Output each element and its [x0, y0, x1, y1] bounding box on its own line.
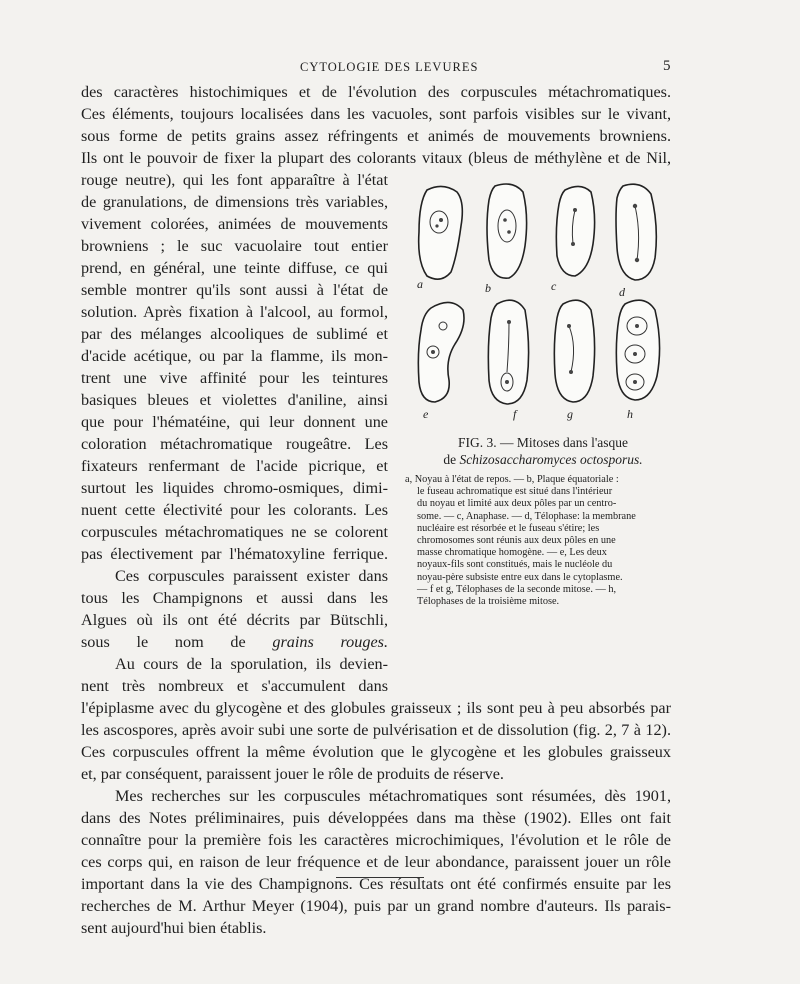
body-line: trent une vive affinité pour les teintures: [81, 369, 388, 387]
body-line: les ascospores, après avoir subi une sorte de pulvérisation et de dissolution (fig. 2, 7 à 12).: [81, 721, 671, 739]
body-line: tous les Champignons et aussi dans les: [81, 589, 388, 607]
body-line: Ces corpuscules paraissent exister dans: [115, 567, 388, 585]
cell-c: [556, 186, 594, 276]
cell-d: [616, 184, 656, 280]
legend-line: le fuseau achromatique est situé dans l'intérieur: [417, 486, 613, 498]
page-number: 5: [663, 58, 671, 74]
cell-h: [616, 300, 659, 400]
body-line: prend, en général, une teinte diffuse, ce qui: [81, 259, 388, 277]
legend-line: noyaux-fils sont constitués, mais le nucléole du: [417, 559, 613, 571]
cell-label-g: g: [567, 407, 573, 421]
cell-label-e: e: [423, 407, 429, 421]
cell-label-f: f: [513, 407, 517, 421]
legend-line: a, Noyau à l'état de repos. — b, Plaque équatoriale :: [405, 474, 619, 485]
cell-label-a: a: [417, 277, 423, 291]
body-line: connaître pour la première fois les caractères microchimiques, l'évolution et le rôle de: [81, 831, 671, 849]
body-line: rouge neutre), qui les font apparaître à l'état: [81, 171, 388, 189]
body-line: coloration métachromatique rougeâtre. Les: [81, 435, 388, 453]
body-line: nuent cette électivité pour les colorants. Les: [81, 501, 388, 519]
body-line: sous forme de petits grains assez réfringents et animés de mouvements browniens.: [81, 127, 671, 145]
body-line: Ces corpuscules offrent la même évolution que le glycogène et les globules graisseux: [81, 743, 671, 761]
body-line: des caractères histochimiques et de l'évolution des corpuscules métachromatiques.: [81, 83, 671, 101]
caption-label: FIG. 3.: [457, 435, 497, 450]
mitosis-illustration: [405, 176, 675, 426]
cell-e: [418, 302, 464, 402]
closing-rule: [336, 877, 424, 878]
body-line: recherches de M. Arthur Meyer (1904), puis par un grand nombre d'auteurs. Ils parais-: [81, 897, 671, 915]
legend-line: du noyau et limité aux deux pôles par un centro-: [417, 498, 617, 510]
body-line: surtout les liquides chromo-osmiques, dimi-: [81, 479, 388, 497]
body-line: Ils ont le pouvoir de fixer la plupart des colorants vitaux (bleus de méthylène et de Nil,: [81, 149, 671, 167]
legend-line: nucléaire est résorbée et le fuseau s'étire; les: [417, 522, 600, 534]
legend-line: noyau-père subsiste entre eux dans le cytoplasme.: [417, 571, 623, 583]
body-line: par des mélanges alcooliques de sublimé et: [81, 325, 388, 343]
body-line: sent aujourd'hui bien établis.: [81, 919, 267, 937]
body-line: que pour l'hématéine, qui leur donnent une: [81, 413, 388, 431]
body-line: Mes recherches sur les corpuscules métachromatiques sont résumées, dès 1901,: [115, 787, 671, 805]
body-line: vivement colorées, animées de mouvements: [81, 215, 388, 233]
body-line: pas électivement par l'hématoxyline ferrique.: [81, 545, 388, 563]
cell-label-c: c: [551, 279, 557, 293]
legend-line: Télophases de la troisième mitose.: [417, 596, 560, 608]
body-line: nent très nombreux et s'accumulent dans: [81, 677, 388, 695]
legend-line: some. — c, Anaphase. — d, Télophase: la membrane: [417, 510, 636, 522]
body-line: solution. Après fixation à l'alcool, au formol,: [81, 303, 388, 321]
cell-g: [554, 300, 594, 402]
cell-b: [487, 184, 527, 278]
cell-label-d: d: [619, 285, 625, 299]
figure-3: [405, 176, 675, 606]
body-line: et, par conséquent, paraissent jouer le rôle de produits de réserve.: [81, 765, 504, 783]
body-line: de granulations, de dimensions très variables,: [81, 193, 388, 211]
body-line: sous le nom de grains rouges.: [81, 633, 388, 651]
body-line: important dans la vie des Champignons. Ces résultats ont été confirmés ensuite par les: [81, 875, 671, 893]
running-head: [0, 60, 800, 80]
body-line: browniens ; le suc vacuolaire tout entier: [81, 237, 388, 255]
cell-label-b: b: [485, 281, 491, 295]
figure-caption: [423, 434, 663, 468]
italic-term: grains rouges.: [272, 633, 388, 651]
body-line: fixateurs renfermant de l'acide picrique, et: [81, 457, 388, 475]
body-line: d'acide acétique, ou par la flamme, ils mon-: [81, 347, 388, 365]
body-line: l'épiplasme avec du glycogène et des globules graisseux ; ils sont peu à peu absorbés par: [81, 699, 671, 717]
body-line: Au cours de la sporulation, ils devien-: [115, 655, 388, 673]
legend-line: — f et g, Télophases de la seconde mitose. — h,: [417, 583, 617, 595]
legend-line: masse chromatique homogène. — e, Les deux: [417, 547, 607, 559]
body-line: basiques bleues et violettes d'aniline, ainsi: [81, 391, 388, 409]
cell-label-h: h: [627, 407, 633, 421]
caption-text: — Mitoses dans l'asque: [499, 435, 629, 450]
figure-legend: [405, 474, 675, 608]
body-line: dans des Notes préliminaires, puis développées dans ma thèse (1902). Elles ont fait: [81, 809, 671, 827]
legend-line: chromosomes sont réunis aux deux pôles en une: [417, 535, 616, 547]
body-line: Algues où ils ont été décrits par Bütschli,: [81, 611, 388, 629]
caption-species-prefix: de: [443, 452, 457, 467]
running-title: CYTOLOGIE DES LEVURES: [300, 60, 479, 74]
caption-species: Schizosaccharomyces octosporus.: [459, 452, 643, 467]
body-line: corpuscules métachromatiques ne se colorent: [81, 523, 388, 541]
body-line: Ces éléments, toujours localisées dans les vacuoles, sont parfois visibles sur le vivant,: [81, 105, 671, 123]
body-line: semble montrer qu'ils sont aussi à l'état de: [81, 281, 388, 299]
body-line: ces corps qui, en raison de leur fréquence et de leur abondance, paraissent jouer un rôle: [81, 853, 671, 871]
